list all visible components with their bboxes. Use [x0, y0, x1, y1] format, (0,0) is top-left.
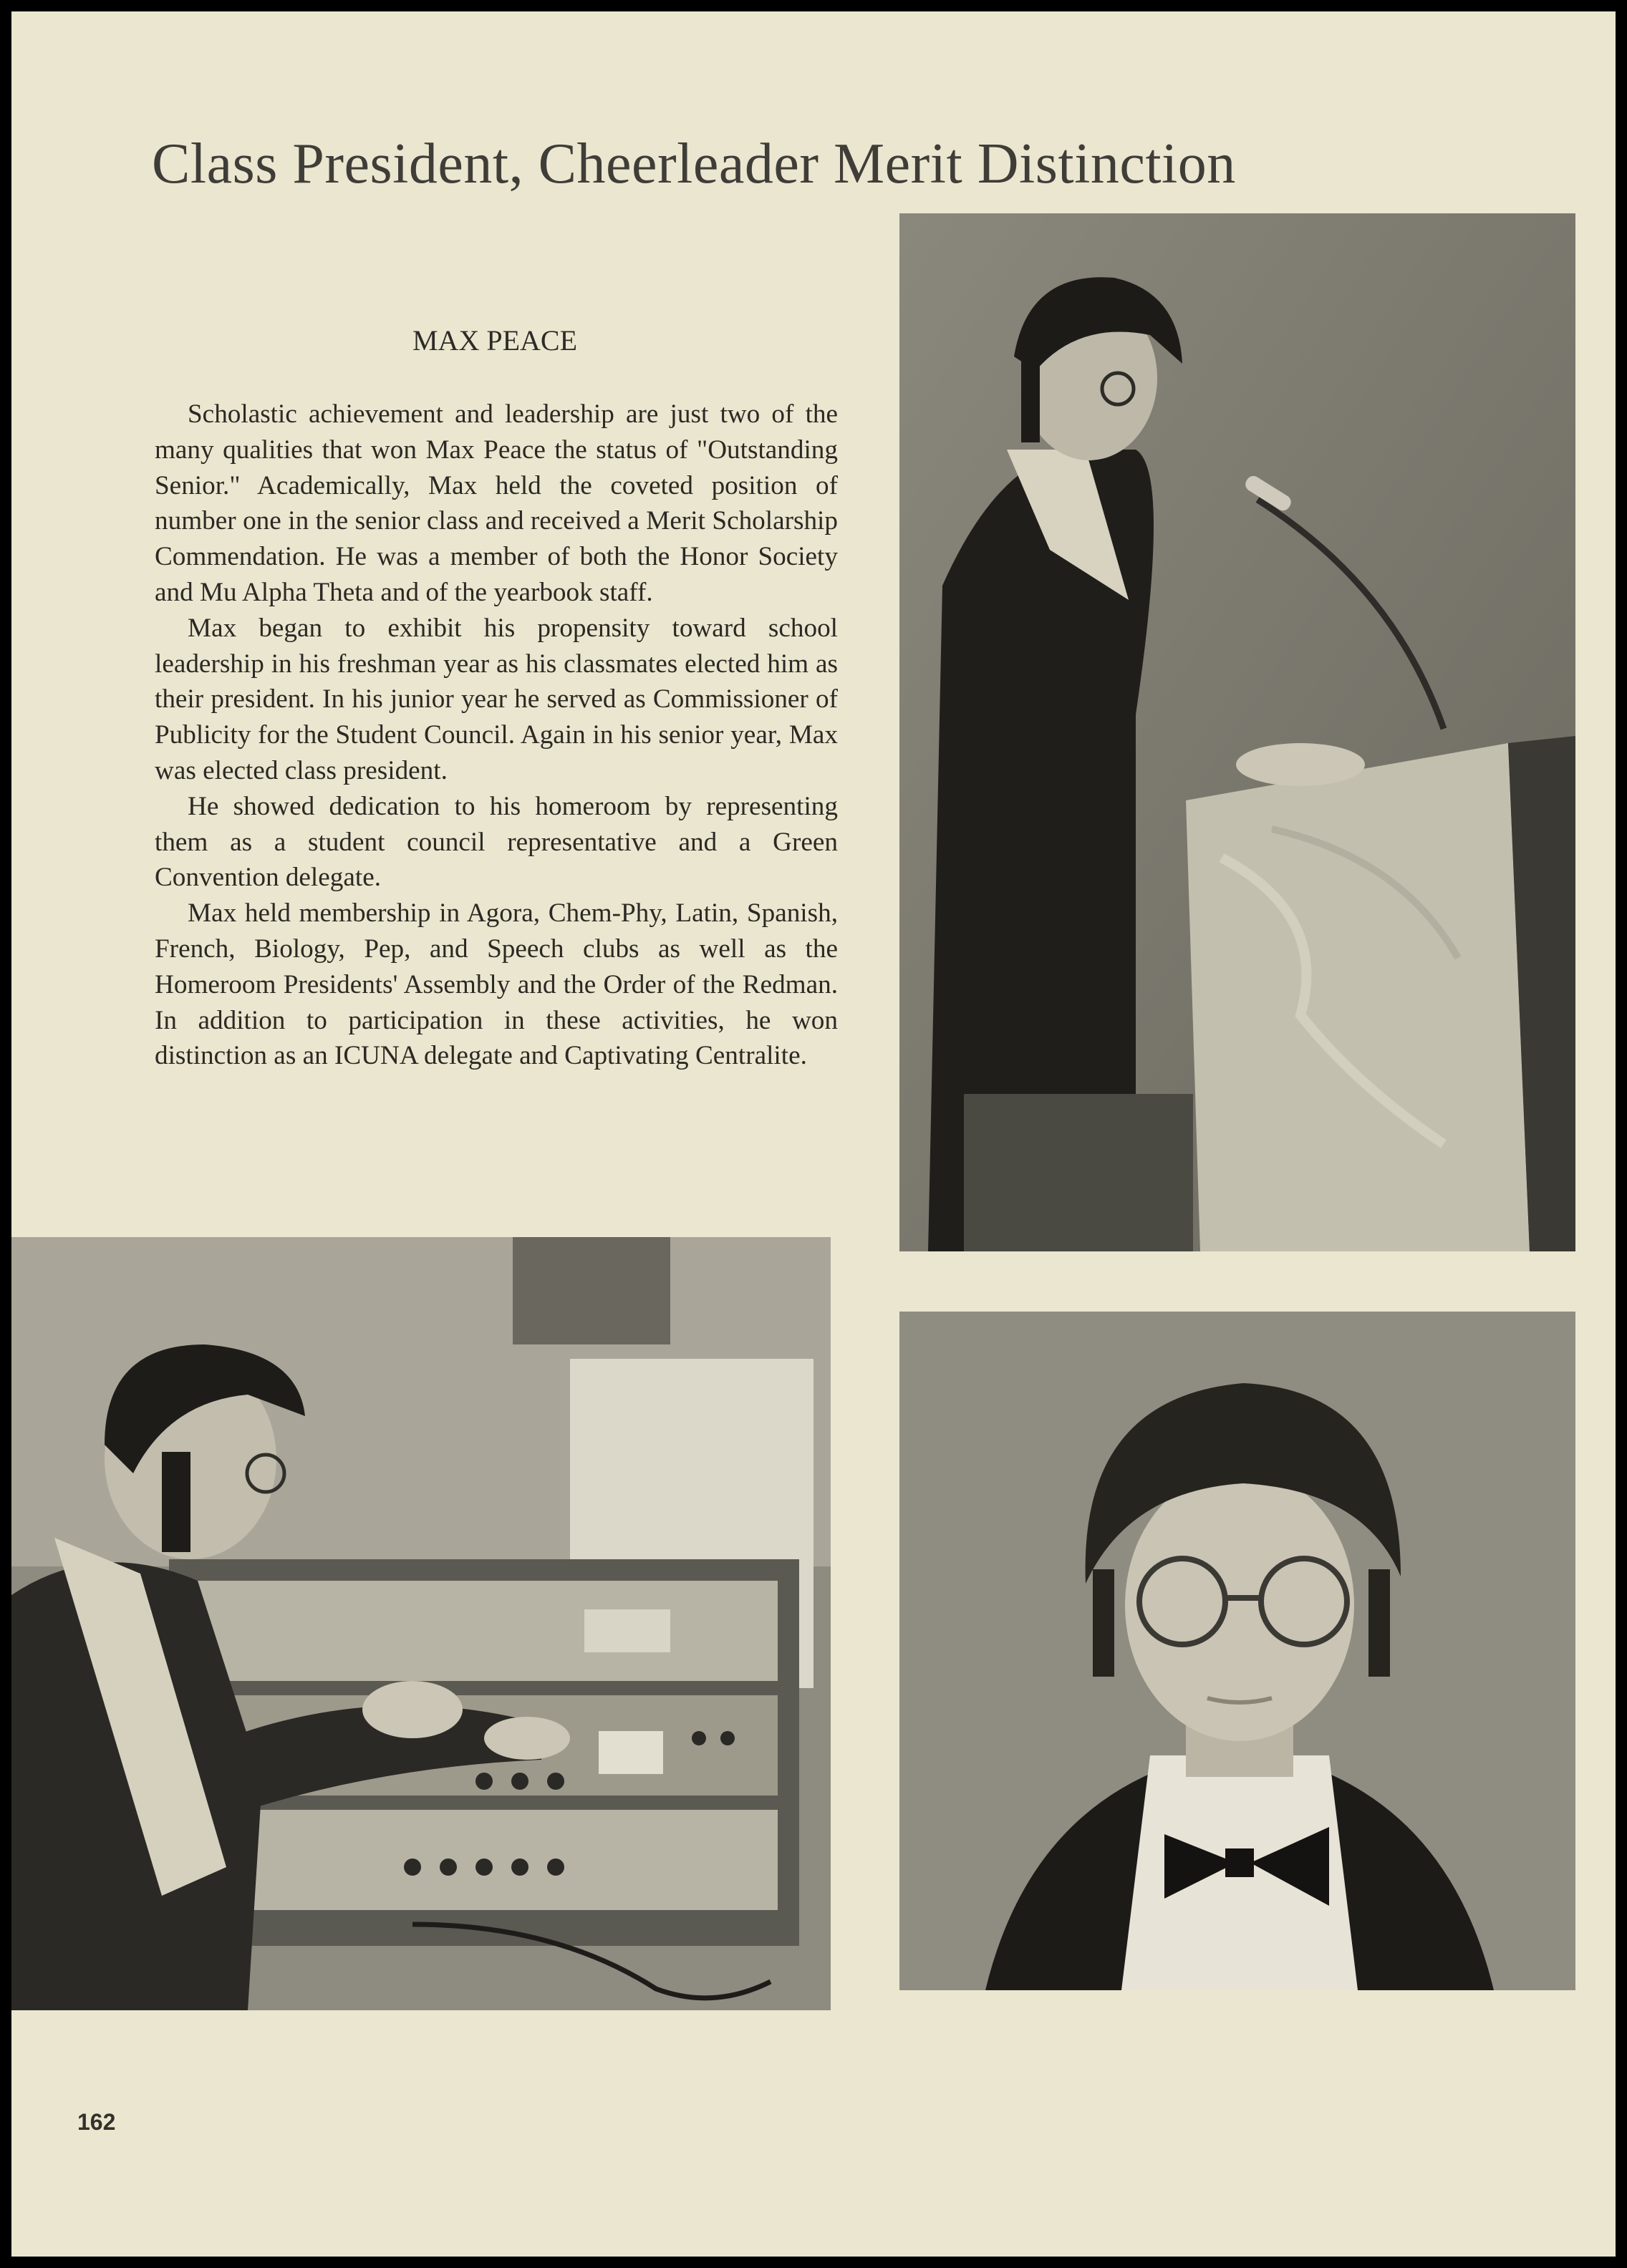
- page-title: Class President, Cheerleader Merit Distinction: [152, 132, 1236, 195]
- portrait-photo-image: [899, 1312, 1575, 1990]
- equipment-photo: [11, 1237, 831, 2010]
- portrait-photo: [899, 1312, 1575, 1990]
- article-paragraph: He showed dedication to his homeroom by representing them as a student council representative and a Green Convention delegate.: [155, 791, 838, 893]
- page-number: 162: [77, 2109, 116, 2135]
- article-body: [155, 397, 838, 1074]
- yearbook-page: [11, 11, 1616, 2257]
- equipment-photo-image: [11, 1237, 831, 2010]
- podium-photo: [899, 213, 1575, 1251]
- podium-photo-image: [899, 213, 1575, 1251]
- article-paragraph: Max began to exhibit his propensity toward school leadership in his freshman year as his classmates elected him as their president. In his junior year he served as Commissioner of Publicity for the Student Council. Again in his senior year, Max was elected class president.: [155, 613, 838, 785]
- article-paragraph: Scholastic achievement and leadership are just two of the many qualities that won Max Peace the status of "Outstanding Senior." Academically, Max held the coveted position of number one in the senior class and received a Merit Scholarship Commendation. He was a member of both the Honor Society and Mu Alpha Theta and of the yearbook staff.: [155, 399, 838, 607]
- article-heading: MAX PEACE: [412, 324, 578, 357]
- article-paragraph: Max held membership in Agora, Chem-Phy, Latin, Spanish, French, Biology, Pep, and Speech clubs as well as the Homeroom Presidents' Assembly and the Order of the Redman. In addition to participation in these activities, he won distinction as an ICUNA delegate and Captivating Centralite.: [155, 898, 838, 1071]
